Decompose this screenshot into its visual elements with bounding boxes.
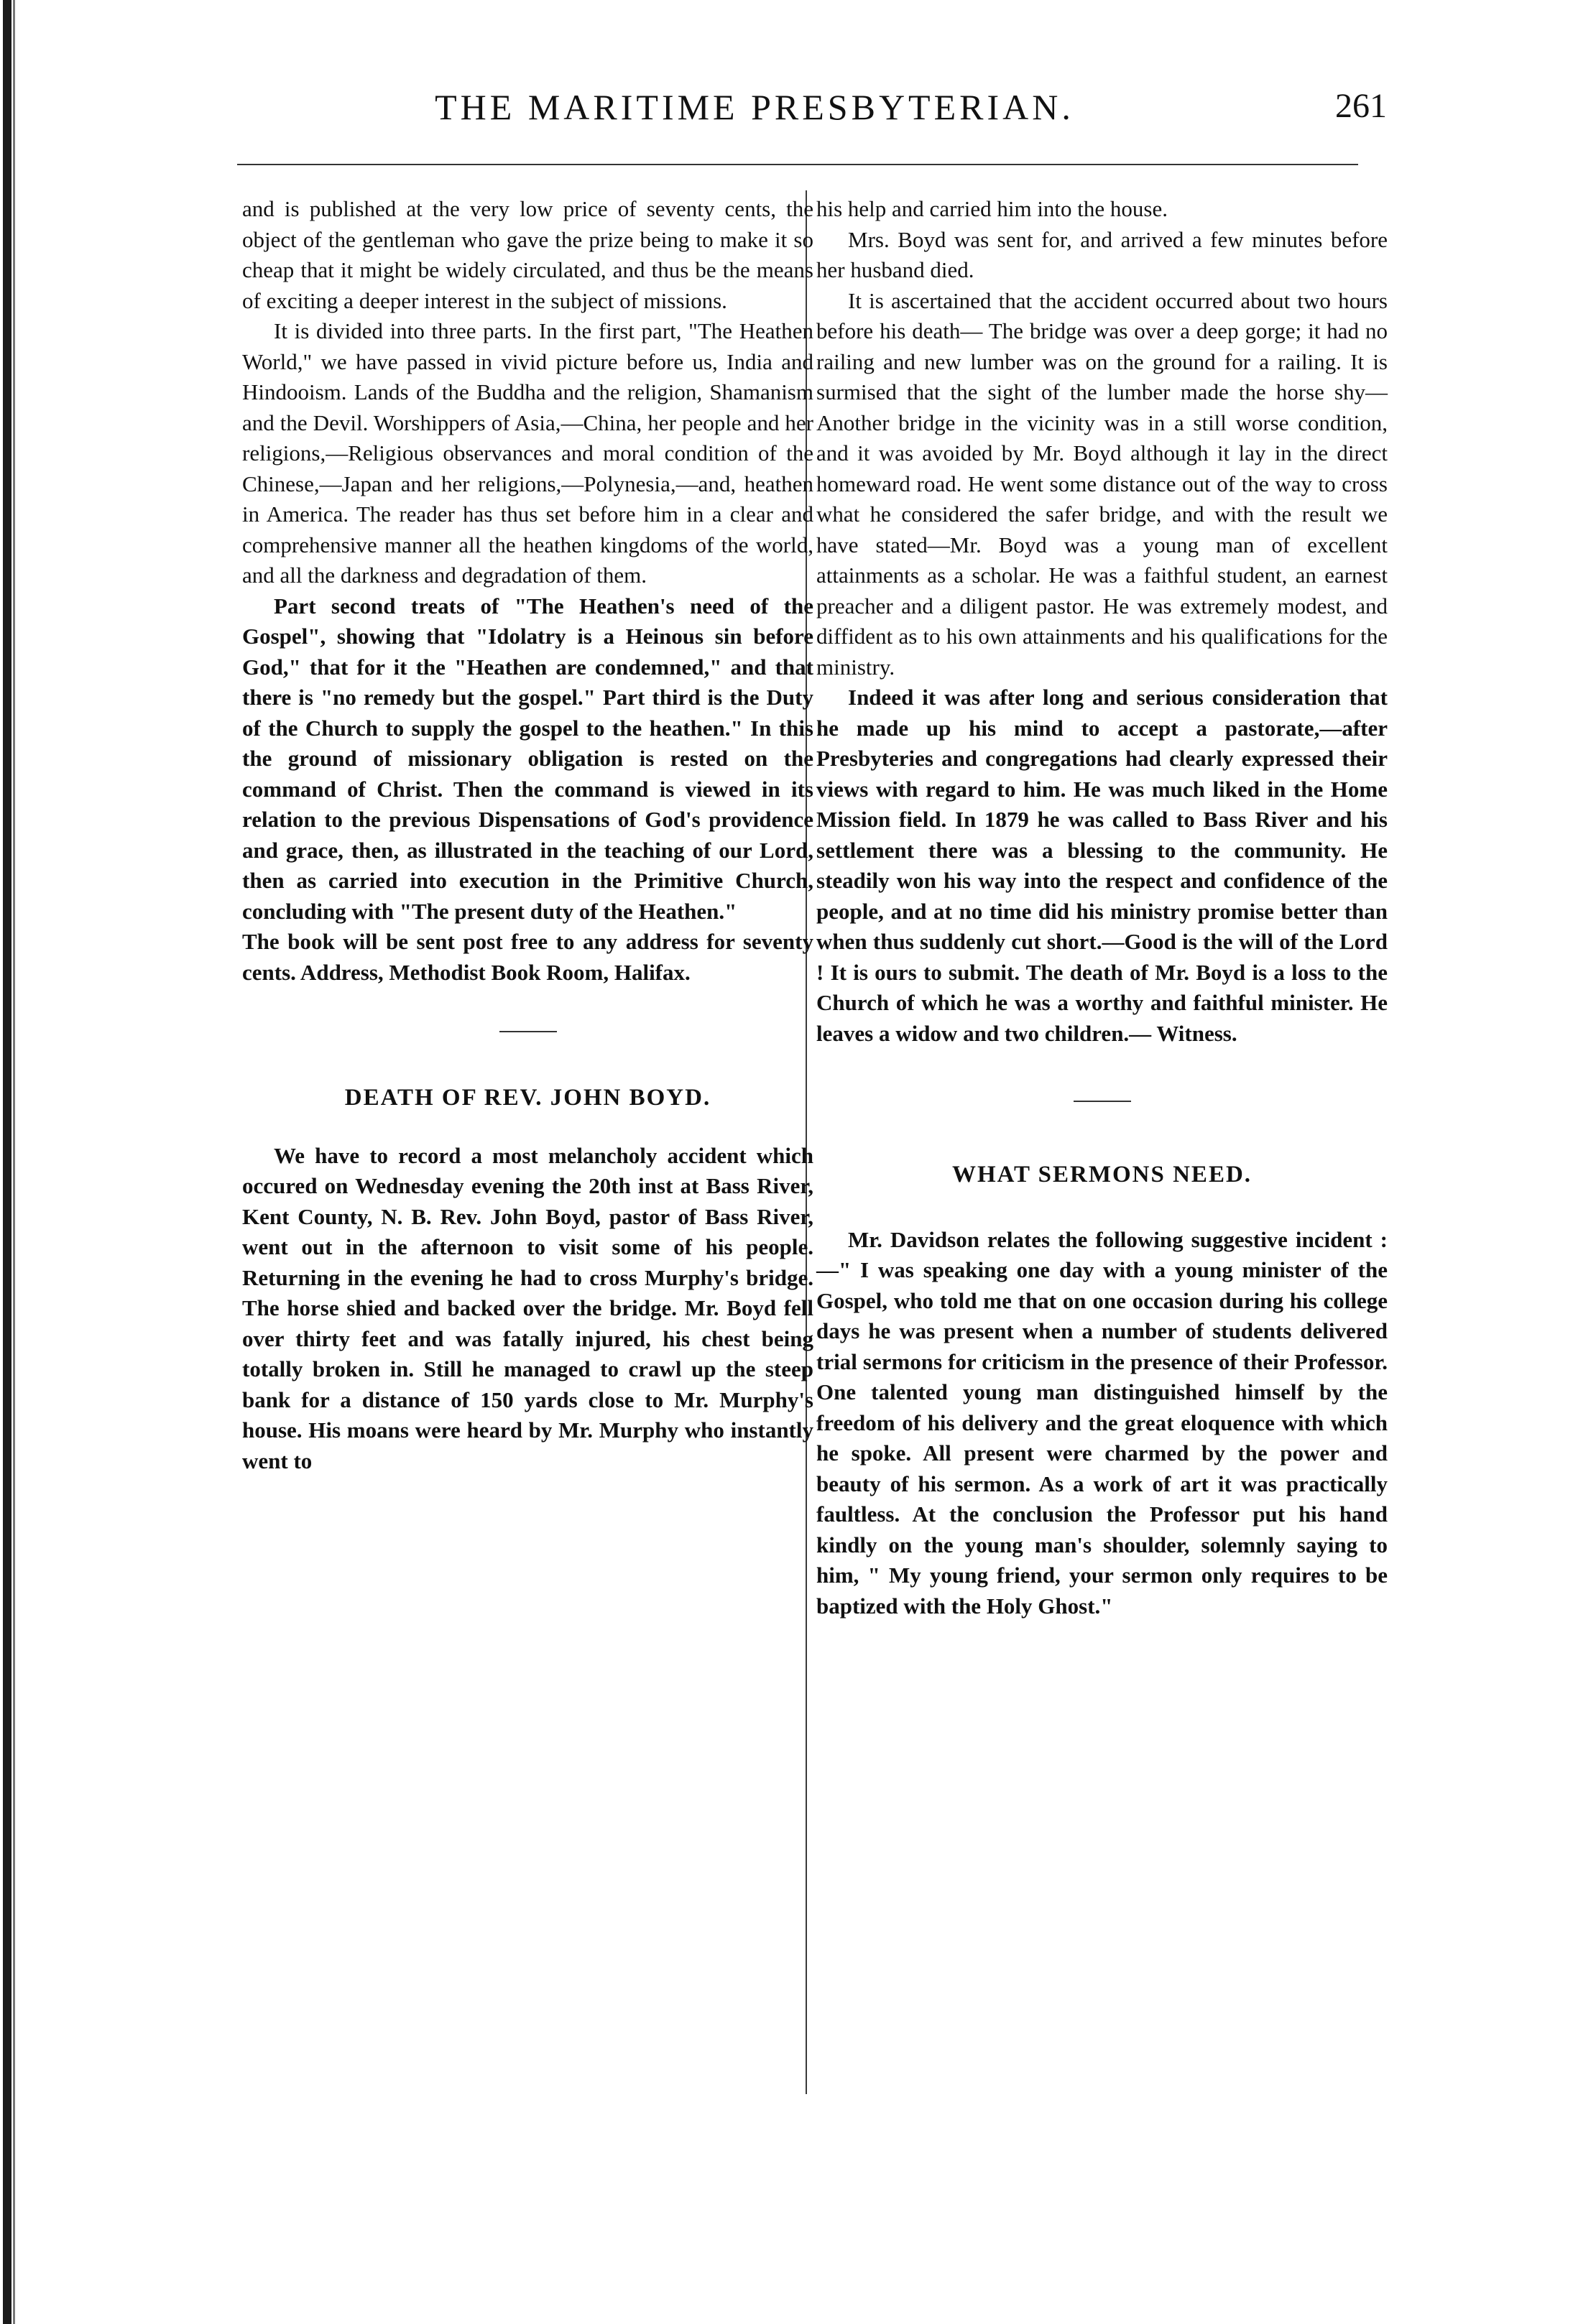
page-header — [122, 86, 1387, 136]
death-heading: DEATH OF REV. JOHN BOYD. — [344, 1085, 711, 1111]
binding-edge — [3, 0, 11, 2324]
death-continued-paragraph: Mrs. Boyd was sent for, and arrived a few minutes before her husband died. — [816, 226, 1388, 282]
header-rule — [237, 164, 1358, 165]
right-column — [816, 194, 1388, 1621]
section-rule — [499, 1031, 557, 1032]
section-rule — [1074, 1101, 1131, 1102]
page-number: 261 — [1335, 87, 1387, 125]
death-continued-paragraph: Indeed it was after long and serious consideration that he made up his mind to accept a pastorate,—after Presbyteries and congregations had clearly expressed their views with regard to him. He was much liked in the Home Mission field. In 1879 he was called to Bass River and his settlement there was a blessing to the community. He steadily won his way into the respect and confidence of the people, and at no time did his ministry promise better than when thus suddenly cut short.—Good is the will of the Lord ! It is ours to submit. The death of Mr. Boyd is a loss to the Church of which he was a worthy and faithful minister. He leaves a widow and two children.— Witness. — [816, 685, 1388, 1046]
binding-edge-shadow — [13, 0, 15, 2324]
left-column — [242, 194, 813, 1476]
death-continued-paragraph: his help and carried him into the house. — [816, 196, 1168, 221]
review-paragraph: The book will be sent post free to any address for seventy cents. Address, Methodist Book Room, Halifax. — [242, 929, 813, 985]
sermons-paragraph: Mr. Davidson relates the following suggestive incident :—" I was speaking one day with a young minister of the Gospel, who told me that on one occasion during his college days he was present when a number of students delivered trial sermons for criticism in the presence of their Professor. One talented young man distinguished himself by the freedom of his delivery and the great eloquence with which he spoke. All present were charmed by the power and beauty of his sermon. As a work of art it was practically faultless. At the conclusion the Professor put his hand kindly on the young man's shoulder, solemnly saying to him, " My young friend, your sermon only requires to be baptized with the Holy Ghost." — [816, 1226, 1388, 1619]
sermons-heading: WHAT SERMONS NEED. — [951, 1162, 1253, 1188]
death-paragraph: We have to record a most melancholy accident which occured on Wednesday evening the 20th inst at Bass River, Kent County, N. B. Rev. John Boyd, pastor of Bass River, went out in the afternoon to visit some of his people. Returning in the evening he had to cross Murphy's bridge. The horse shied and backed over the bridge. Mr. Boyd fell over thirty feet and was fatally injured, his chest being totally broken in. Still he managed to crawl up the steep bank for a distance of 150 yards close to Mr. Murphy's house. His moans were heard by Mr. Murphy who instantly went to — [242, 1142, 813, 1473]
review-paragraph: Part second treats of "The Heathen's need of the Gospel", showing that "Idolatry is a Heinous sin before God," that for it the "Heathen are condemned," and that there is "no remedy but the gospel." Part third is the Duty of the Church to supply the gospel to the heathen." In this the ground of missionary obligation is rested on the command of Christ. Then the command is viewed in its relation to the previous Dispensations of God's providence and grace, then, as illustrated in the teaching of our Lord, then as carried into execution in the Primitive Church, concluding with "The present duty of the Heathen." — [242, 593, 813, 924]
review-paragraph: and is published at the very low price of seventy cents, the object of the gentleman who gave the prize being to make it so cheap that it might be widely circulated, and thus be the means of exciting a deeper interest in the subject of missions. — [242, 196, 813, 313]
running-title: THE MARITIME PRESBYTERIAN. — [435, 87, 1074, 127]
death-continued-paragraph: It is ascertained that the accident occurred about two hours before his death— The bridge was over a deep gorge; it had no railing and new lumber was on the ground for a railing. It is surmised that the sight of the lumber made the horse shy—Another bridge in the vicinity was in a still worse condition, and it was avoided by Mr. Boyd although it lay in the direct homeward road. He went some distance out of the way to cross what he considered the safer bridge, and with the result we have stated—Mr. Boyd was a young man of excellent attainments as a scholar. He was a faithful student, an earnest preacher and a diligent pastor. He was extremely modest, and diffident as to his own attainments and his qualifications for the ministry. — [816, 287, 1388, 680]
review-paragraph: It is divided into three parts. In the first part, "The Heathen World," we have passed in vivid picture before us, India and Hindooism. Lands of the Buddha and the religion, Shamanism and the Devil. Worshippers of Asia,—China, her people and her religions,—Religious observances and moral condition of the Chinese,—Japan and her religions,—Polynesia,—and, heathen in America. The reader has thus set before him in a clear and comprehensive manner all the heathen kingdoms of the world, and all the darkness and degradation of them. — [242, 318, 813, 588]
